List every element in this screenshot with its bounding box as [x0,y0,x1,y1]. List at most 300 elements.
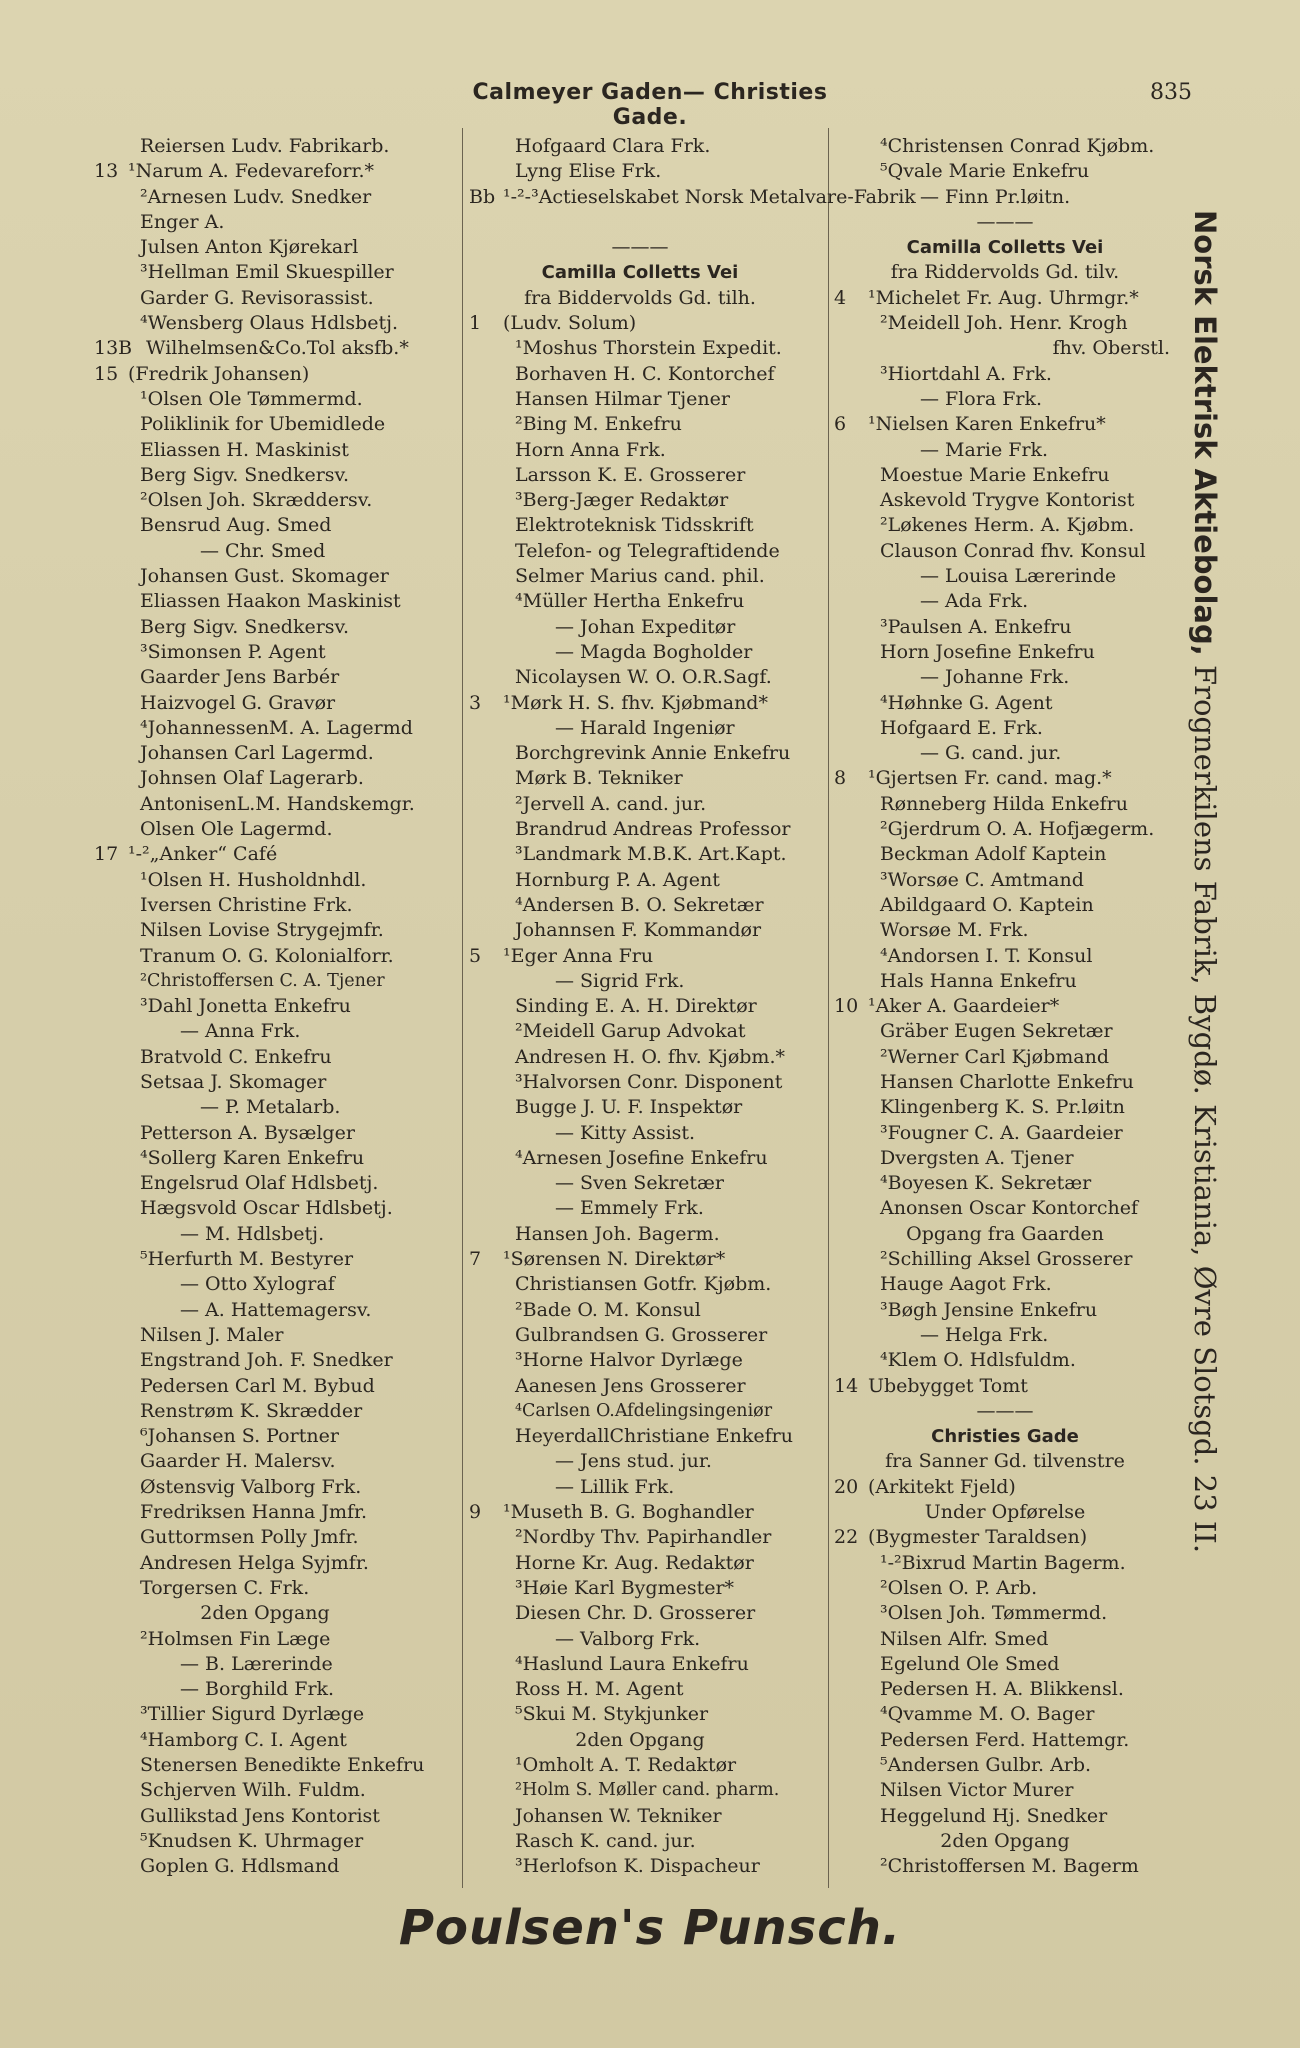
entry-text: Haizvogel G. Gravør [140,691,336,714]
entry-text: — Lillik Frk. [555,1475,675,1498]
directory-entry [475,893,805,918]
directory-entry [475,1576,805,1601]
directory-entry [100,1525,430,1550]
directory-entry [100,438,430,463]
section-divider [475,235,805,260]
entry-text: 2den Opgang [200,1602,330,1625]
directory-entry [100,210,430,235]
entry-text: — Borghild Frk. [180,1678,335,1701]
directory-entry [469,1247,805,1272]
directory-entry [475,1627,805,1652]
entry-text: 2den Opgang [575,1728,705,1751]
directory-entry [840,185,1170,210]
house-number: 7 [469,1248,482,1271]
directory-entry [840,842,1170,867]
directory-entry [840,868,1170,893]
directory-entry [100,1804,430,1829]
directory-entry [475,1424,805,1449]
directory-entry [475,412,805,437]
directory-entry [100,1829,430,1854]
house-number: 9 [469,1501,482,1524]
entry-text: fra Sanner Gd. tilvenstre [885,1450,1125,1473]
entry-text: Camilla Colletts Vei [541,262,739,284]
directory-entry [840,615,1170,640]
directory-entry [840,817,1170,842]
directory-entry [840,1298,1170,1323]
entry-text: ⁴Arnesen Josefine Enkefru [515,1146,768,1169]
directory-entry [475,766,805,791]
entry-text: ³Paulsen A. Enkefru [880,615,1072,638]
entry-text: ³Bøgh Jensine Enkefru [880,1298,1098,1321]
entry-text: AntonisenL.M. Handskemgr. [140,792,415,815]
entry-text: Engelsrud Olaf Hdlsbetj. [140,1172,379,1195]
directory-entry [475,1045,805,1070]
directory-entry [840,387,1170,412]
entry-text: ³Fougner C. A. Gaardeier [880,1121,1123,1144]
entry-text: Rasch K. cand. jur. [515,1829,696,1852]
directory-entry [100,1146,430,1171]
entry-text: Dvergsten A. Tjener [880,1146,1074,1169]
entry-text: Worsøe M. Frk. [880,919,1029,942]
house-number: 3 [469,691,482,714]
directory-entry [840,1601,1170,1626]
directory-entry [469,691,805,716]
entry-text: 2den Opgang [940,1829,1070,1852]
directory-entry [475,488,805,513]
column-divider [828,128,829,1888]
house-number: 20 [834,1475,859,1498]
directory-entry [840,1019,1170,1044]
entry-text: Heggelund Hj. Snedker [880,1804,1108,1827]
entry-text: fhv. Oberstl. [1052,337,1170,360]
house-number: 5 [469,944,482,967]
directory-entry [834,1475,1170,1500]
directory-entry [475,665,805,690]
directory-entry [100,1323,430,1348]
directory-entry [840,1323,1170,1348]
directory-entry [475,1804,805,1829]
directory-entry [100,412,430,437]
directory-entry [475,210,805,235]
entry-text: Andresen Helga Syjmfr. [140,1551,369,1574]
street-heading [840,235,1170,260]
directory-entry [840,1652,1170,1677]
directory-entry [475,159,805,184]
entry-text: ³Høie Karl Bygmester* [515,1576,735,1599]
entry-text: — Emmely Frk. [555,1197,704,1220]
directory-entry [100,1677,430,1702]
house-number: 22 [834,1526,859,1549]
entry-text: Christiansen Gotfr. Kjøbm. [515,1273,772,1296]
street-heading [840,1424,1170,1449]
directory-entry [475,640,805,665]
directory-entry [475,918,805,943]
entry-text: ³Herlofson K. Dispacheur [515,1855,760,1878]
directory-entry [840,1728,1170,1753]
entry-text: ¹Nielsen Karen Enkefru* [868,413,1106,436]
entry-text: Hofgaard E. Frk. [880,716,1043,739]
entry-text: ²Arnesen Ludv. Snedker [140,185,372,208]
entry-text: ⁵Herfurth M. Bestyrer [140,1248,354,1271]
entry-text: ¹Aker A. Gaardeier* [868,995,1060,1018]
side-advertisement-text [1188,210,1222,1553]
entry-text: ⁴Qvamme M. O. Bager [880,1703,1095,1726]
directory-entry [475,741,805,766]
entry-text: — Magda Bogholder [555,640,753,663]
directory-entry [840,1829,1170,1854]
directory-entry [100,1500,430,1525]
entry-text: Pedersen H. A. Blikkensl. [880,1678,1124,1701]
directory-entry [840,1095,1170,1120]
entry-text: ⁴Klem O. Hdlsfuldm. [880,1349,1076,1372]
entry-text: ²Holmsen Fin Læge [140,1627,331,1650]
directory-entry [840,362,1170,387]
entry-text: Torgersen C. Frk. [140,1576,310,1599]
entry-text: ²Bade O. M. Konsul [515,1298,701,1321]
directory-entry [100,994,430,1019]
entry-text: Abildgaard O. Kaptein [880,893,1094,916]
directory-entry [840,792,1170,817]
entry-text: ⁵Qvale Marie Enkefru [880,160,1090,183]
directory-entry [100,1475,430,1500]
directory-entry [475,1323,805,1348]
directory-entry [840,589,1170,614]
entry-text: Hornburg P. A. Agent [515,868,720,891]
entry-text: Gaarder Jens Barbér [140,666,340,689]
entry-text: Beckman Adolf Kaptein [880,843,1107,866]
entry-text: ²Jervell A. cand. jur. [515,792,707,815]
directory-entry [100,589,430,614]
directory-entry [100,1854,430,1879]
directory-entry [840,1348,1170,1373]
directory-entry [94,362,430,387]
entry-text: Ross H. M. Agent [515,1678,684,1701]
entry-text: Brandrud Andreas Professor [515,818,791,841]
entry-text: Opgang fra Gaarden [906,1222,1104,1245]
entry-text: ³Landmark M.B.K. Art.Kapt. [515,843,787,866]
entry-text: ³Halvorsen Conr. Disponent [515,1070,783,1093]
entry-text: Guttormsen Polly Jmfr. [140,1526,359,1549]
entry-text: ²Løkenes Herm. A. Kjøbm. [880,514,1135,537]
entry-text: ⁴Haslund Laura Enkefru [515,1652,749,1675]
directory-entry [100,286,430,311]
directory-entry [840,1222,1170,1247]
entry-text: ¹Narum A. Fedevareforr.* [128,160,375,183]
page-header [0,80,1300,130]
directory-entry [834,1525,1170,1550]
directory-entry [475,513,805,538]
directory-entry [840,463,1170,488]
entry-text: Hægsvold Oscar Hdlsbetj. [140,1197,393,1220]
entry-text: Eliassen H. Maskinist [140,438,349,461]
entry-text: ¹-²-³Actieselskabet Norsk Metalvare-Fabrik [503,185,916,208]
directory-entry [475,1146,805,1171]
directory-entry [100,1196,430,1221]
directory-entry [840,513,1170,538]
directory-entry [475,1171,805,1196]
entry-text: ¹Olsen H. Husholdnhdl. [140,868,367,891]
directory-entry [100,1702,430,1727]
entry-text: Ubebygget Tomt [868,1374,1028,1397]
entry-text: Selmer Marius cand. phil. [515,565,765,588]
house-number: 17 [94,843,119,866]
directory-entry [475,589,805,614]
entry-text: Larsson K. E. Grosserer [515,463,746,486]
directory-entry [100,1095,430,1120]
directory-entry [840,665,1170,690]
directory-entry [100,868,430,893]
entry-text: Engstrand Joh. F. Snedker [140,1349,393,1372]
directory-entry [475,336,805,361]
entry-text: — A. Hattemagersv. [180,1298,372,1321]
directory-entry [840,1247,1170,1272]
directory-entry [100,640,430,665]
directory-entry [840,918,1170,943]
entry-text: ⁵Andersen Gulbr. Arb. [880,1754,1092,1776]
directory-entry [840,1449,1170,1474]
entry-text: — Johan Expeditør [555,615,736,638]
entry-text: ³Horne Halvor Dyrlæge [515,1349,743,1372]
directory-entry [100,1247,430,1272]
directory-entry [840,134,1170,159]
directory-entry [100,1019,430,1044]
directory-entry [475,286,805,311]
entry-text: ⁴Hamborg C. I. Agent [140,1728,347,1751]
entry-text: ³Hiortdahl A. Frk. [880,362,1052,385]
entry-text: ⁴Sollerg Karen Enkefru [140,1146,365,1169]
directory-entry [100,1399,430,1424]
directory-entry [100,564,430,589]
directory-entry [100,539,430,564]
directory-entry [475,564,805,589]
directory-entry [100,1045,430,1070]
directory-entry [840,1121,1170,1146]
directory-entry [475,1196,805,1221]
entry-text: ⁴Wensberg Olaus Hdlsbetj. [140,312,399,335]
directory-entry [100,235,430,260]
directory-entry [100,1222,430,1247]
entry-text: Fredriksen Hanna Jmfr. [140,1501,368,1524]
house-number: 15 [94,362,119,385]
entry-text: — Marie Frk. [920,438,1049,461]
directory-entry [475,817,805,842]
entry-text: Nicolaysen W. O. O.R.Sagf. [515,666,772,689]
entry-text: — G. cand. jur. [920,742,1062,765]
directory-entry [475,1702,805,1727]
directory-entry [475,1019,805,1044]
directory-entry [475,868,805,893]
directory-entry [100,1753,430,1778]
entry-text: ⁴Boyesen K. Sekretær [880,1172,1092,1195]
side-ad-company: Norsk Elektrisk Aktiebolag, [1188,210,1222,656]
entry-text: ⁴JohannessenM. A. Lagermd [140,716,413,739]
entry-text: ³Dahl Jonetta Enkefru [140,995,351,1018]
entry-text: Wilhelmsen&Co.Tol aksfb.* [146,337,409,360]
directory-entry [475,1222,805,1247]
directory-entry [100,615,430,640]
entry-text: ²Christoffersen C. A. Tjener [140,970,385,991]
directory-entry [469,311,805,336]
directory-entry [475,387,805,412]
entry-text: Johnsen Olaf Lagerarb. [140,767,364,790]
entry-text: Elektroteknisk Tidsskrift [515,514,754,537]
entry-text: Pedersen Carl M. Bybud [140,1374,375,1397]
entry-text: ¹Olsen Ole Tømmermd. [140,387,363,410]
entry-text: ——— [976,210,1034,233]
house-number: 13 [94,160,119,183]
entry-text: Johansen Carl Lagermd. [140,742,374,765]
entry-text: Reiersen Ludv. Fabrikarb. [140,135,390,157]
entry-text: — B. Lærerinde [180,1652,333,1675]
directory-entry [100,1070,430,1095]
entry-text: ¹Omholt A. T. Redaktør [515,1754,737,1776]
entry-text: — Jens stud. jur. [555,1450,712,1473]
entry-text: Schjerven Wilh. Fuldm. [140,1779,366,1802]
entry-text: — Harald Ingeniør [555,716,735,739]
entry-text: ¹Moshus Thorstein Expedit. [515,337,782,360]
entry-text: Setsaa J. Skomager [140,1070,327,1093]
entry-text: — Louisa Lærerinde [920,565,1117,588]
directory-entry [100,1652,430,1677]
entry-text: Gulbrandsen G. Grosserer [515,1323,768,1346]
entry-text: ⁴Christensen Conrad Kjøbm. [880,135,1155,157]
entry-text: Nilsen Victor Murer [880,1779,1074,1802]
directory-entry [840,1500,1170,1525]
directory-entry [100,387,430,412]
entry-text: Camilla Colletts Vei [906,237,1104,259]
entry-text: Clauson Conrad fhv. Konsul [880,539,1146,562]
entry-text: ³Tillier Sigurd Dyrlæge [140,1703,365,1726]
directory-entry [475,1298,805,1323]
column-divider [462,128,463,1888]
entry-text: Iversen Christine Frk. [140,893,353,916]
directory-entry [840,336,1170,361]
directory-entry [840,1677,1170,1702]
entry-text: Anonsen Oscar Kontorchef [880,1197,1138,1220]
directory-entry [834,412,1170,437]
entry-text: Hals Hanna Enkefru [880,969,1077,992]
directory-entry [834,286,1170,311]
entry-text: Rønneberg Hilda Enkefru [880,792,1128,815]
directory-entry [475,1121,805,1146]
directory-entry [840,893,1170,918]
entry-text: ²Christoffersen M. Bagerm [880,1855,1139,1878]
entry-text: Gaarder H. Malersv. [140,1450,336,1473]
directory-entry [469,185,916,210]
entry-text: Hauge Aagot Frk. [880,1273,1052,1296]
directory-entry [840,1804,1170,1829]
directory-entry [840,944,1170,969]
directory-entry [840,1196,1170,1221]
page-number: 835 [1150,80,1192,105]
house-number: Bb [469,185,496,208]
entry-text: ¹Gjertsen Fr. cand. mag.* [868,767,1112,790]
entry-text: ³Worsøe C. Amtmand [880,868,1084,891]
entry-text: ——— [611,236,669,259]
directory-entry [100,185,430,210]
directory-entry [100,1601,430,1626]
directory-entry [100,969,430,994]
side-ad-address: Frognerkilens Fabrik, Bygdø. Kristiania, Øvre Slotsgd. 23 II. [1188,655,1222,1554]
directory-entry [475,994,805,1019]
entry-text: Gullikstad Jens Kontorist [140,1804,380,1827]
entry-text: ²Werner Carl Kjøbmand [880,1045,1110,1068]
entry-text: Berg Sigv. Snedkersv. [140,463,350,486]
entry-text: Mørk B. Tekniker [515,767,683,790]
entry-text: Gräber Eugen Sekretær [880,1020,1113,1043]
directory-entry [840,969,1170,994]
directory-entry [840,1702,1170,1727]
entry-text: Lyng Elise Frk. [515,160,662,183]
directory-entry [100,766,430,791]
entry-text: Poliklinik for Ubemidlede [140,413,386,436]
directory-entry [475,1677,805,1702]
entry-text: Horn Anna Frk. [515,438,666,461]
directory-entry [840,488,1170,513]
directory-entry [840,539,1170,564]
entry-text: ¹-²Bixrud Martin Bagerm. [880,1551,1126,1574]
entry-text: — P. Metalarb. [200,1096,341,1119]
directory-entry [100,1576,430,1601]
directory-entry [100,1171,430,1196]
entry-text: Horn Josefine Enkefru [880,640,1095,663]
entry-text: ⁵Skui M. Stykjunker [515,1703,709,1726]
entry-text: Bensrud Aug. Smed [140,514,332,537]
entry-text: — Anna Frk. [180,1020,301,1043]
directory-entry [100,918,430,943]
directory-entry [100,1424,430,1449]
directory-entry [840,1627,1170,1652]
entry-text: Hansen Hilmar Tjener [515,387,730,410]
directory-entry [100,513,430,538]
entry-text: — Finn Pr.løitn. [920,185,1071,208]
directory-entry [100,463,430,488]
entry-text: ²Gjerdrum O. A. Hofjægerm. [880,818,1155,841]
directory-entry [475,134,805,159]
entry-text: — Otto Xylograf [180,1273,335,1296]
entry-text: Stenersen Benedikte Enkefru [140,1754,425,1776]
directory-entry [100,716,430,741]
entry-text: Askevold Trygve Kontorist [880,489,1135,512]
entry-text: — M. Hdlsbetj. [180,1222,325,1245]
directory-entry [100,260,430,285]
house-number: 1 [469,312,482,335]
directory-entry [840,716,1170,741]
directory-entry [475,1829,805,1854]
entry-text: Borhaven H. C. Kontorchef [515,362,775,385]
directory-entry [475,1374,805,1399]
entry-text: Østensvig Valborg Frk. [140,1475,362,1498]
entry-text: Hansen Joh. Bagerm. [515,1222,720,1245]
entry-text: ²Bing M. Enkefru [515,413,682,436]
entry-text: ⁴Andorsen I. T. Konsul [880,944,1093,967]
entry-text: ³Hellman Emil Skuespiller [140,261,394,284]
directory-entry [834,1374,1170,1399]
directory-entry [840,741,1170,766]
directory-entry [834,766,1170,791]
entry-text: (Arkitekt Fjeld) [868,1475,1016,1498]
house-number: 13B [94,337,133,360]
directory-entry [840,1551,1170,1576]
directory-entry [100,792,430,817]
entry-text: ²Schilling Aksel Grosserer [880,1248,1133,1271]
directory-entry [475,792,805,817]
directory-entry [840,1753,1170,1778]
entry-text: Nilsen J. Maler [140,1323,284,1346]
entry-text: (Bygmester Taraldsen) [868,1526,1088,1549]
entry-text: ¹-²„Anker“ Café [128,843,278,866]
directory-entry [834,994,1170,1019]
